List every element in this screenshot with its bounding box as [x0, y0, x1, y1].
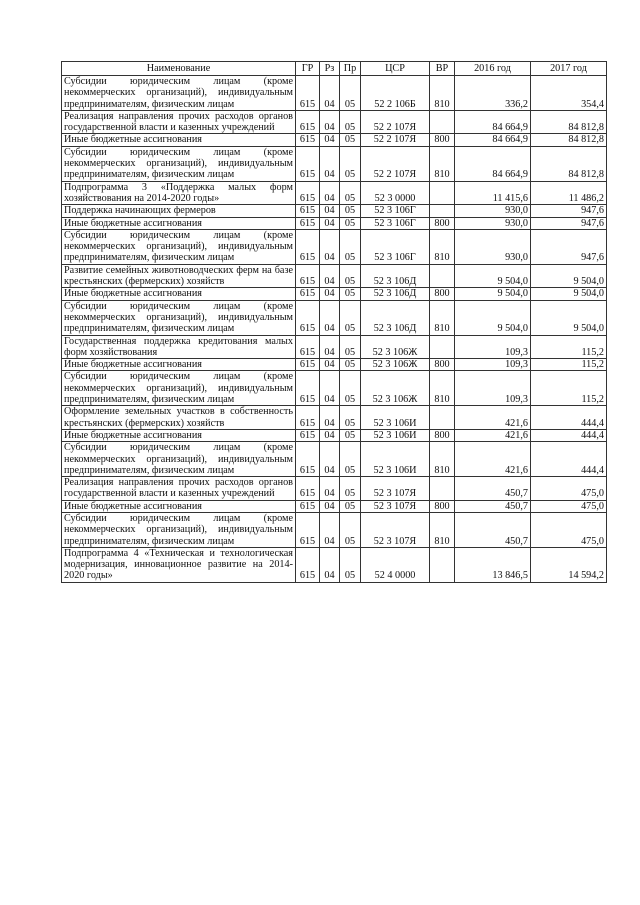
cell-rz: 04: [320, 512, 340, 547]
table-row: [62, 335, 607, 359]
cell-gr: 615: [296, 442, 320, 477]
cell-name: Реализация направления прочих расходов органов государственной власти и казенных учреждений: [62, 110, 296, 134]
cell-csr: 52 2 107Я: [361, 134, 430, 146]
cell-name: Государственная поддержка кредитования малых форм хозяйствования: [62, 335, 296, 359]
cell-pr: 05: [340, 76, 361, 111]
cell-gr: 615: [296, 371, 320, 406]
cell-2016: 84 664,9: [455, 146, 531, 181]
table-body: [62, 76, 607, 583]
cell-2017: 444,4: [531, 429, 607, 441]
cell-name: Субсидии юридическим лицам (кроме некоммерческих организаций), индивидуальным предпринимателям, физическим лицам: [62, 146, 296, 181]
cell-rz: 04: [320, 500, 340, 512]
cell-csr: 52 2 107Я: [361, 146, 430, 181]
cell-pr: 05: [340, 406, 361, 430]
cell-2016: 421,6: [455, 406, 531, 430]
cell-2017: 475,0: [531, 512, 607, 547]
budget-table: [61, 61, 607, 583]
cell-csr: 52 3 107Я: [361, 500, 430, 512]
table-row: [62, 229, 607, 264]
cell-vr: 800: [430, 500, 455, 512]
cell-pr: 05: [340, 181, 361, 205]
cell-gr: 615: [296, 181, 320, 205]
cell-csr: 52 3 106Г: [361, 229, 430, 264]
cell-vr: 810: [430, 229, 455, 264]
cell-pr: 05: [340, 146, 361, 181]
table-row: [62, 442, 607, 477]
cell-pr: 05: [340, 442, 361, 477]
cell-pr: 05: [340, 371, 361, 406]
cell-vr: [430, 181, 455, 205]
cell-2016: 109,3: [455, 335, 531, 359]
cell-rz: 04: [320, 477, 340, 501]
cell-csr: 52 4 0000: [361, 547, 430, 582]
cell-csr: 52 3 106Г: [361, 217, 430, 229]
cell-pr: 05: [340, 500, 361, 512]
cell-2016: 450,7: [455, 477, 531, 501]
header-row: [62, 62, 607, 76]
cell-2016: 84 664,9: [455, 110, 531, 134]
cell-rz: 04: [320, 229, 340, 264]
cell-2016: 930,0: [455, 217, 531, 229]
cell-gr: 615: [296, 500, 320, 512]
cell-rz: 04: [320, 110, 340, 134]
cell-csr: 52 3 106Д: [361, 264, 430, 288]
cell-vr: [430, 547, 455, 582]
document-page: [61, 61, 606, 583]
table-row: [62, 110, 607, 134]
table-row: [62, 547, 607, 582]
cell-pr: 05: [340, 229, 361, 264]
cell-name: Иные бюджетные ассигнования: [62, 288, 296, 300]
cell-rz: 04: [320, 134, 340, 146]
cell-csr: 52 3 106И: [361, 442, 430, 477]
cell-gr: 615: [296, 300, 320, 335]
cell-vr: [430, 110, 455, 134]
cell-csr: 52 3 106Д: [361, 288, 430, 300]
cell-vr: 800: [430, 217, 455, 229]
cell-2017: 947,6: [531, 229, 607, 264]
table-row: [62, 288, 607, 300]
cell-gr: 615: [296, 110, 320, 134]
cell-rz: 04: [320, 288, 340, 300]
table-header: [62, 62, 607, 76]
cell-name: Субсидии юридическим лицам (кроме некоммерческих организаций), индивидуальным предпринимателям, физическим лицам: [62, 76, 296, 111]
cell-2016: 11 415,6: [455, 181, 531, 205]
table-row: [62, 477, 607, 501]
cell-rz: 04: [320, 442, 340, 477]
cell-2017: 115,2: [531, 359, 607, 371]
cell-rz: 04: [320, 359, 340, 371]
cell-name: Иные бюджетные ассигнования: [62, 359, 296, 371]
header-name: Наименование: [62, 62, 296, 76]
table-row: [62, 359, 607, 371]
cell-vr: 800: [430, 359, 455, 371]
cell-pr: 05: [340, 300, 361, 335]
header-2017: 2017 год: [531, 62, 607, 76]
cell-rz: 04: [320, 76, 340, 111]
cell-pr: 05: [340, 547, 361, 582]
cell-pr: 05: [340, 264, 361, 288]
cell-2016: 421,6: [455, 442, 531, 477]
cell-2017: 9 504,0: [531, 300, 607, 335]
cell-2016: 84 664,9: [455, 134, 531, 146]
cell-gr: 615: [296, 512, 320, 547]
header-gr: ГР: [296, 62, 320, 76]
cell-rz: 04: [320, 300, 340, 335]
cell-2017: 947,6: [531, 205, 607, 217]
cell-2016: 9 504,0: [455, 300, 531, 335]
cell-pr: 05: [340, 512, 361, 547]
cell-vr: 810: [430, 371, 455, 406]
cell-csr: 52 3 106Д: [361, 300, 430, 335]
cell-rz: 04: [320, 547, 340, 582]
cell-gr: 615: [296, 264, 320, 288]
cell-name: Субсидии юридическим лицам (кроме некоммерческих организаций), индивидуальным предпринимателям, физическим лицам: [62, 300, 296, 335]
cell-vr: [430, 406, 455, 430]
table-row: [62, 134, 607, 146]
table-row: [62, 512, 607, 547]
cell-vr: [430, 335, 455, 359]
cell-csr: 52 3 0000: [361, 181, 430, 205]
cell-pr: 05: [340, 217, 361, 229]
cell-2016: 9 504,0: [455, 264, 531, 288]
cell-2017: 475,0: [531, 477, 607, 501]
cell-2016: 13 846,5: [455, 547, 531, 582]
cell-2017: 475,0: [531, 500, 607, 512]
cell-csr: 52 3 106И: [361, 429, 430, 441]
cell-csr: 52 3 106Г: [361, 205, 430, 217]
cell-gr: 615: [296, 477, 320, 501]
cell-gr: 615: [296, 359, 320, 371]
cell-pr: 05: [340, 205, 361, 217]
cell-rz: 04: [320, 146, 340, 181]
cell-2016: 421,6: [455, 429, 531, 441]
cell-csr: 52 3 106Ж: [361, 335, 430, 359]
table-row: [62, 371, 607, 406]
cell-name: Реализация направления прочих расходов органов государственной власти и казенных учреждений: [62, 477, 296, 501]
cell-gr: 615: [296, 335, 320, 359]
cell-2017: 354,4: [531, 76, 607, 111]
cell-name: Подпрограмма 3 «Поддержка малых форм хозяйствования на 2014-2020 годы»: [62, 181, 296, 205]
cell-2016: 930,0: [455, 205, 531, 217]
cell-csr: 52 2 106Б: [361, 76, 430, 111]
cell-2016: 109,3: [455, 371, 531, 406]
table-row: [62, 146, 607, 181]
cell-gr: 615: [296, 217, 320, 229]
cell-2016: 109,3: [455, 359, 531, 371]
cell-pr: 05: [340, 288, 361, 300]
cell-2017: 84 812,8: [531, 134, 607, 146]
table-row: [62, 181, 607, 205]
cell-name: Подпрограмма 4 «Техническая и технологическая модернизация, инновационное развитие на 2014-2020 годы»: [62, 547, 296, 582]
cell-2017: 84 812,8: [531, 110, 607, 134]
header-pr: Пр: [340, 62, 361, 76]
table-row: [62, 76, 607, 111]
cell-name: Иные бюджетные ассигнования: [62, 217, 296, 229]
cell-vr: 810: [430, 300, 455, 335]
cell-name: Поддержка начинающих фермеров: [62, 205, 296, 217]
cell-rz: 04: [320, 205, 340, 217]
cell-rz: 04: [320, 429, 340, 441]
table-row: [62, 205, 607, 217]
cell-gr: 615: [296, 406, 320, 430]
header-vr: ВР: [430, 62, 455, 76]
table-row: [62, 429, 607, 441]
header-csr: ЦСР: [361, 62, 430, 76]
cell-2017: 115,2: [531, 335, 607, 359]
cell-2017: 11 486,2: [531, 181, 607, 205]
cell-pr: 05: [340, 429, 361, 441]
cell-vr: [430, 477, 455, 501]
cell-vr: [430, 205, 455, 217]
cell-2017: 947,6: [531, 217, 607, 229]
cell-rz: 04: [320, 181, 340, 205]
header-rz: Рз: [320, 62, 340, 76]
cell-vr: 800: [430, 134, 455, 146]
cell-vr: 810: [430, 442, 455, 477]
cell-gr: 615: [296, 429, 320, 441]
cell-rz: 04: [320, 335, 340, 359]
cell-vr: 810: [430, 76, 455, 111]
cell-name: Оформление земельных участков в собственность крестьянских (фермерских) хозяйств: [62, 406, 296, 430]
cell-csr: 52 3 106Ж: [361, 371, 430, 406]
cell-2017: 115,2: [531, 371, 607, 406]
cell-2016: 450,7: [455, 500, 531, 512]
cell-2016: 9 504,0: [455, 288, 531, 300]
cell-gr: 615: [296, 288, 320, 300]
header-2016: 2016 год: [455, 62, 531, 76]
table-row: [62, 406, 607, 430]
cell-rz: 04: [320, 264, 340, 288]
cell-gr: 615: [296, 205, 320, 217]
cell-name: Иные бюджетные ассигнования: [62, 500, 296, 512]
table-row: [62, 217, 607, 229]
cell-2017: 9 504,0: [531, 288, 607, 300]
cell-2017: 444,4: [531, 442, 607, 477]
cell-gr: 615: [296, 134, 320, 146]
cell-name: Развитие семейных животноводческих ферм на базе крестьянских (фермерских) хозяйств: [62, 264, 296, 288]
cell-name: Иные бюджетные ассигнования: [62, 134, 296, 146]
cell-csr: 52 2 107Я: [361, 110, 430, 134]
cell-rz: 04: [320, 371, 340, 406]
cell-vr: 800: [430, 288, 455, 300]
cell-vr: [430, 264, 455, 288]
cell-pr: 05: [340, 477, 361, 501]
cell-csr: 52 3 107Я: [361, 477, 430, 501]
cell-2017: 84 812,8: [531, 146, 607, 181]
cell-csr: 52 3 107Я: [361, 512, 430, 547]
cell-gr: 615: [296, 547, 320, 582]
cell-2017: 444,4: [531, 406, 607, 430]
cell-2016: 930,0: [455, 229, 531, 264]
cell-name: Субсидии юридическим лицам (кроме некоммерческих организаций), индивидуальным предпринимателям, физическим лицам: [62, 442, 296, 477]
cell-pr: 05: [340, 134, 361, 146]
cell-vr: 810: [430, 146, 455, 181]
cell-pr: 05: [340, 110, 361, 134]
cell-name: Иные бюджетные ассигнования: [62, 429, 296, 441]
cell-gr: 615: [296, 229, 320, 264]
table-row: [62, 500, 607, 512]
cell-2016: 450,7: [455, 512, 531, 547]
table-row: [62, 300, 607, 335]
cell-rz: 04: [320, 406, 340, 430]
cell-name: Субсидии юридическим лицам (кроме некоммерческих организаций), индивидуальным предпринимателям, физическим лицам: [62, 229, 296, 264]
cell-pr: 05: [340, 359, 361, 371]
cell-name: Субсидии юридическим лицам (кроме некоммерческих организаций), индивидуальным предпринимателям, физическим лицам: [62, 512, 296, 547]
cell-csr: 52 3 106Ж: [361, 359, 430, 371]
cell-2017: 9 504,0: [531, 264, 607, 288]
cell-2016: 336,2: [455, 76, 531, 111]
table-row: [62, 264, 607, 288]
cell-vr: 800: [430, 429, 455, 441]
cell-rz: 04: [320, 217, 340, 229]
cell-vr: 810: [430, 512, 455, 547]
cell-pr: 05: [340, 335, 361, 359]
cell-csr: 52 3 106И: [361, 406, 430, 430]
cell-gr: 615: [296, 76, 320, 111]
cell-gr: 615: [296, 146, 320, 181]
cell-2017: 14 594,2: [531, 547, 607, 582]
cell-name: Субсидии юридическим лицам (кроме некоммерческих организаций), индивидуальным предпринимателям, физическим лицам: [62, 371, 296, 406]
